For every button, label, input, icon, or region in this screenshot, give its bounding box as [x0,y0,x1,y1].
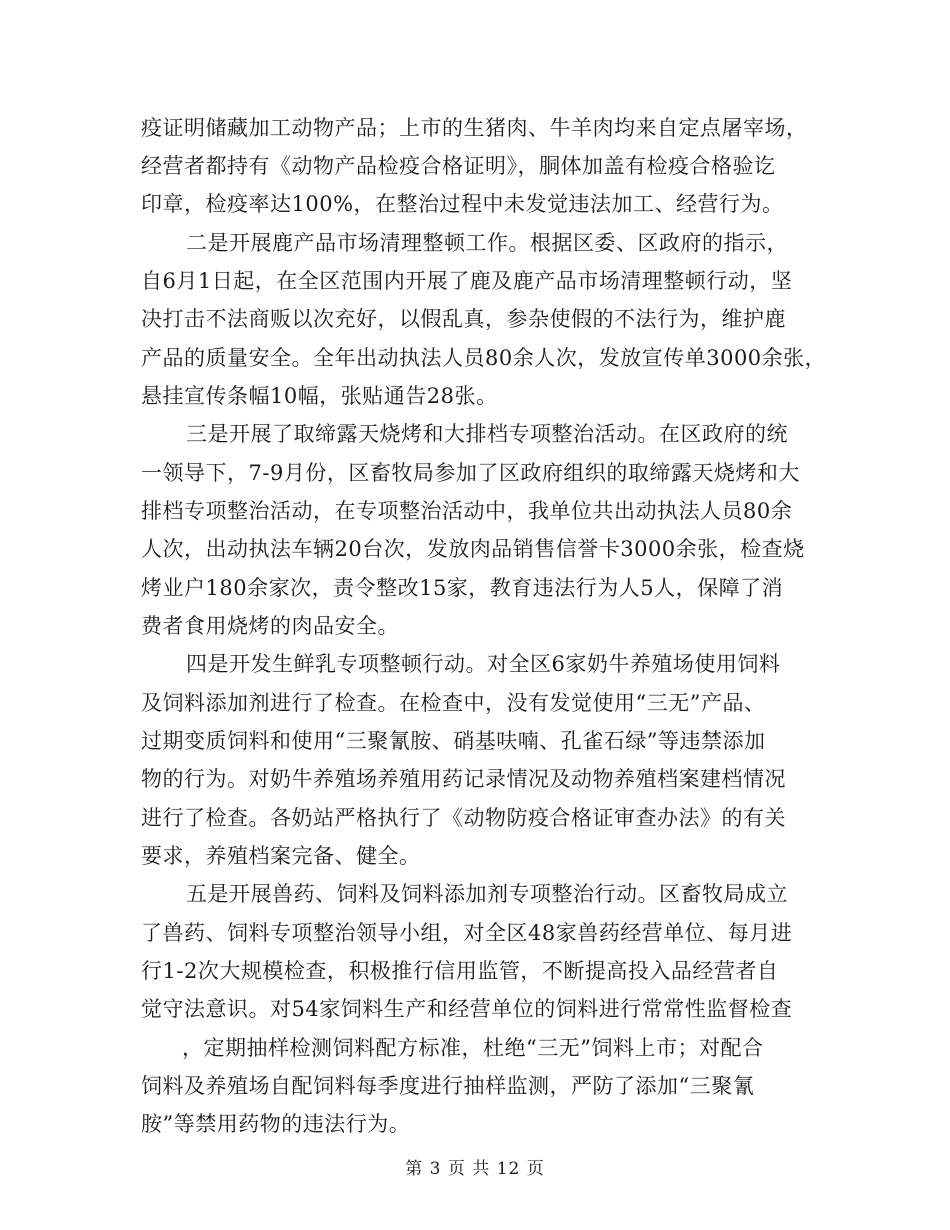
text-line: 要求，养殖档案完备、健全。 [141,844,421,868]
text-line: 排档专项整治活动，在专项整治活动中，我单位共出动执法人员80余 [141,499,793,523]
text-line: 产品的质量安全。全年出动执法人员80余人次，发放宣传单3000余张， [141,346,827,370]
text-line: 饲料及养殖场自配饲料每季度进行抽样监测，严防了添加“三聚氰 [141,1074,755,1098]
text-line: 过期变质饲料和使用“三聚氰胺、硝基呋喃、孔雀石绿”等违禁添加 [141,729,766,753]
text-line: 行1-2次大规模检查，积极推行信用监管，不断提高投入品经营者自 [141,959,779,983]
text-line: 印章，检疫率达100%，在整治过程中未发觉违法加工、经营行为。 [141,192,784,216]
text-line: 经营者都持有《动物产品检疫合格证明》，胴体加盖有检疫合格验讫 [141,154,776,178]
text-line: 物的行为。对奶牛养殖场养殖用药记录情况及动物养殖档案建档情况 [141,767,786,791]
text-line: 进行了检查。各奶站严格执行了《动物防疫合格证审查办法》的有关 [141,806,786,830]
text-line: ，定期抽样检测饲料配方标准，杜绝“三无”饲料上市；对配合 [182,1036,764,1060]
text-line: 觉守法意识。对54家饲料生产和经营单位的饲料进行常常性监督检查 [141,997,793,1021]
text-line: 了兽药、饲料专项整治领导小组，对全区48家兽药经营单位、每月进 [141,921,793,945]
text-line: 决打击不法商贩以次充好，以假乱真，参杂使假的不法行为，维护鹿 [141,307,786,331]
paragraph-start-line: 二是开展鹿产品市场清理整顿工作。根据区委、区政府的指示， [186,231,788,255]
text-line: 烤业户180余家次，责令整改15家，教育违法行为人5人，保障了消 [141,576,784,600]
text-line: 疫证明储藏加工动物产品；上市的生猪肉、牛羊肉均来自定点屠宰场， [141,116,808,140]
page-number-footer: 第 3 页 共 12 页 [405,1159,545,1179]
text-line: 胺”等禁用药物的违法行为。 [141,1112,411,1136]
text-line: 及饲料添加剂进行了检查。在检查中，没有发觉使用“三无”产品、 [141,691,766,715]
paragraph-start-line: 五是开展兽药、饲料及饲料添加剂专项整治行动。区畜牧局成立 [186,882,788,906]
text-line: 悬挂宣传条幅10幅，张贴通告28张。 [141,384,498,408]
paragraph-start-line: 三是开展了取缔露天烧烤和大排档专项整治活动。在区政府的统 [186,422,788,446]
text-line: 自6月1日起，在全区范围内开展了鹿及鹿产品市场清理整顿行动，坚 [141,269,793,293]
text-line: 费者食用烧烤的肉品安全。 [141,614,399,638]
text-line: 一领导下，7-9月份，区畜牧局参加了区政府组织的取缔露天烧烤和大 [141,461,800,485]
text-line: 人次，出动执法车辆20台次，发放肉品销售信誉卡3000余张，检查烧 [141,537,805,561]
paragraph-start-line: 四是开发生鲜乳专项整顿行动。对全区6家奶牛养殖场使用饲料 [186,652,781,676]
